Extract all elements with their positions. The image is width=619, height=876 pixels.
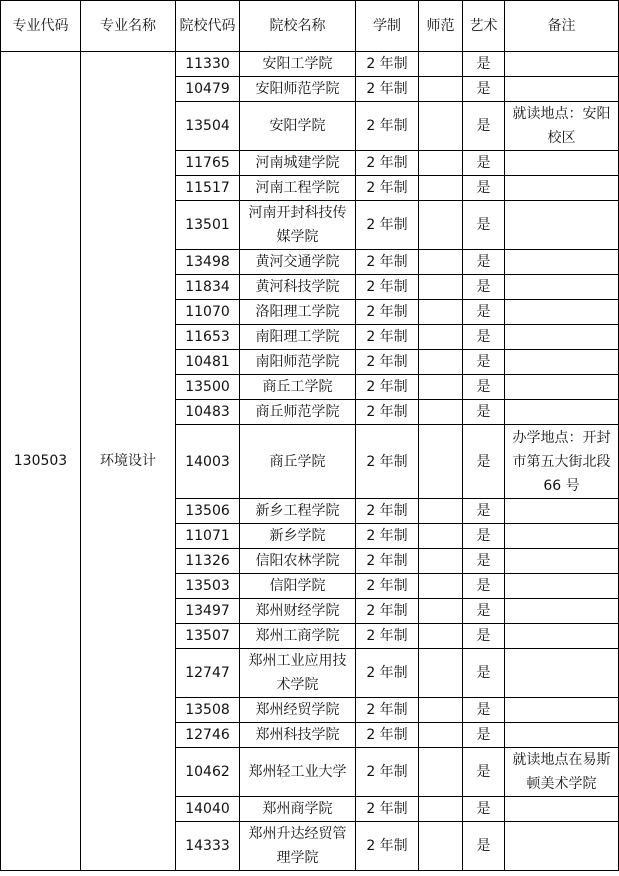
art-cell: 是 xyxy=(463,599,505,624)
school-name-cell: 黄河科技学院 xyxy=(240,275,356,300)
duration-cell: 2 年制 xyxy=(356,649,419,698)
normal-cell xyxy=(419,151,463,176)
note-cell xyxy=(505,77,619,102)
school-name-cell: 郑州升达经贸管理学院 xyxy=(240,822,356,871)
normal-cell xyxy=(419,275,463,300)
duration-cell: 2 年制 xyxy=(356,698,419,723)
normal-cell xyxy=(419,52,463,77)
school-code-cell: 13504 xyxy=(176,102,240,151)
note-cell xyxy=(505,250,619,275)
art-cell: 是 xyxy=(463,300,505,325)
normal-cell xyxy=(419,748,463,797)
school-name-cell: 商丘工学院 xyxy=(240,375,356,400)
duration-cell: 2 年制 xyxy=(356,275,419,300)
table-row xyxy=(1,52,619,77)
normal-cell xyxy=(419,499,463,524)
school-name-cell: 郑州商学院 xyxy=(240,797,356,822)
note-cell xyxy=(505,698,619,723)
school-name-cell: 信阳农林学院 xyxy=(240,549,356,574)
art-cell: 是 xyxy=(463,822,505,871)
school-name-cell: 河南城建学院 xyxy=(240,151,356,176)
note-cell xyxy=(505,300,619,325)
art-cell: 是 xyxy=(463,698,505,723)
note-cell xyxy=(505,723,619,748)
header-school-code: 院校代码 xyxy=(176,1,240,52)
normal-cell xyxy=(419,574,463,599)
normal-cell xyxy=(419,77,463,102)
art-cell: 是 xyxy=(463,102,505,151)
school-code-cell: 11326 xyxy=(176,549,240,574)
duration-cell: 2 年制 xyxy=(356,201,419,250)
duration-cell: 2 年制 xyxy=(356,425,419,499)
school-code-cell: 11834 xyxy=(176,275,240,300)
art-cell: 是 xyxy=(463,748,505,797)
art-cell: 是 xyxy=(463,723,505,748)
school-code-cell: 13507 xyxy=(176,624,240,649)
major-code-cell: 130503 xyxy=(1,52,81,871)
note-cell: 就读地点在易斯顿美术学院 xyxy=(505,748,619,797)
duration-cell: 2 年制 xyxy=(356,151,419,176)
school-code-cell: 10483 xyxy=(176,400,240,425)
school-code-cell: 10481 xyxy=(176,350,240,375)
school-code-cell: 12747 xyxy=(176,649,240,698)
school-name-cell: 商丘师范学院 xyxy=(240,400,356,425)
note-cell xyxy=(505,275,619,300)
note-cell xyxy=(505,375,619,400)
art-cell: 是 xyxy=(463,499,505,524)
art-cell: 是 xyxy=(463,797,505,822)
school-name-cell: 安阳师范学院 xyxy=(240,77,356,102)
duration-cell: 2 年制 xyxy=(356,549,419,574)
normal-cell xyxy=(419,624,463,649)
school-code-cell: 13501 xyxy=(176,201,240,250)
note-cell xyxy=(505,52,619,77)
note-cell: 就读地点：安阳校区 xyxy=(505,102,619,151)
duration-cell: 2 年制 xyxy=(356,77,419,102)
note-cell: 办学地点：开封市第五大街北段 66 号 xyxy=(505,425,619,499)
normal-cell xyxy=(419,350,463,375)
normal-cell xyxy=(419,176,463,201)
art-cell: 是 xyxy=(463,151,505,176)
school-name-cell: 新乡学院 xyxy=(240,524,356,549)
school-code-cell: 11765 xyxy=(176,151,240,176)
art-cell: 是 xyxy=(463,325,505,350)
art-cell: 是 xyxy=(463,425,505,499)
art-cell: 是 xyxy=(463,52,505,77)
duration-cell: 2 年制 xyxy=(356,748,419,797)
note-cell xyxy=(505,797,619,822)
header-duration: 学制 xyxy=(356,1,419,52)
normal-cell xyxy=(419,325,463,350)
duration-cell: 2 年制 xyxy=(356,499,419,524)
header-school-name: 院校名称 xyxy=(240,1,356,52)
header-row xyxy=(1,1,619,52)
note-cell xyxy=(505,151,619,176)
art-cell: 是 xyxy=(463,549,505,574)
school-code-cell: 13503 xyxy=(176,574,240,599)
school-name-cell: 南阳理工学院 xyxy=(240,325,356,350)
art-cell: 是 xyxy=(463,574,505,599)
art-cell: 是 xyxy=(463,524,505,549)
school-name-cell: 南阳师范学院 xyxy=(240,350,356,375)
duration-cell: 2 年制 xyxy=(356,176,419,201)
duration-cell: 2 年制 xyxy=(356,599,419,624)
duration-cell: 2 年制 xyxy=(356,400,419,425)
school-code-cell: 13500 xyxy=(176,375,240,400)
normal-cell xyxy=(419,300,463,325)
school-name-cell: 商丘学院 xyxy=(240,425,356,499)
duration-cell: 2 年制 xyxy=(356,524,419,549)
note-cell xyxy=(505,822,619,871)
normal-cell xyxy=(419,797,463,822)
art-cell: 是 xyxy=(463,350,505,375)
normal-cell xyxy=(419,549,463,574)
note-cell xyxy=(505,549,619,574)
normal-cell xyxy=(419,599,463,624)
school-code-cell: 11653 xyxy=(176,325,240,350)
school-name-cell: 郑州科技学院 xyxy=(240,723,356,748)
school-name-cell: 新乡工程学院 xyxy=(240,499,356,524)
normal-cell xyxy=(419,649,463,698)
school-code-cell: 13498 xyxy=(176,250,240,275)
duration-cell: 2 年制 xyxy=(356,300,419,325)
table-body xyxy=(1,52,619,871)
note-cell xyxy=(505,499,619,524)
school-name-cell: 郑州轻工业大学 xyxy=(240,748,356,797)
school-name-cell: 郑州工业应用技术学院 xyxy=(240,649,356,698)
note-cell xyxy=(505,524,619,549)
school-code-cell: 12746 xyxy=(176,723,240,748)
header-major-name: 专业名称 xyxy=(81,1,176,52)
header-normal: 师范 xyxy=(419,1,463,52)
note-cell xyxy=(505,624,619,649)
duration-cell: 2 年制 xyxy=(356,325,419,350)
normal-cell xyxy=(419,723,463,748)
school-code-cell: 11517 xyxy=(176,176,240,201)
art-cell: 是 xyxy=(463,375,505,400)
art-cell: 是 xyxy=(463,400,505,425)
art-cell: 是 xyxy=(463,250,505,275)
art-cell: 是 xyxy=(463,275,505,300)
school-code-cell: 14003 xyxy=(176,425,240,499)
header-art: 艺术 xyxy=(463,1,505,52)
normal-cell xyxy=(419,201,463,250)
school-name-cell: 安阳工学院 xyxy=(240,52,356,77)
duration-cell: 2 年制 xyxy=(356,102,419,151)
normal-cell xyxy=(419,425,463,499)
duration-cell: 2 年制 xyxy=(356,822,419,871)
school-code-cell: 11070 xyxy=(176,300,240,325)
note-cell xyxy=(505,350,619,375)
duration-cell: 2 年制 xyxy=(356,574,419,599)
school-code-cell: 13508 xyxy=(176,698,240,723)
note-cell xyxy=(505,325,619,350)
school-code-cell: 10479 xyxy=(176,77,240,102)
header-note: 备注 xyxy=(505,1,619,52)
art-cell: 是 xyxy=(463,624,505,649)
school-code-cell: 11071 xyxy=(176,524,240,549)
normal-cell xyxy=(419,250,463,275)
normal-cell xyxy=(419,822,463,871)
note-cell xyxy=(505,201,619,250)
school-code-cell: 10462 xyxy=(176,748,240,797)
note-cell xyxy=(505,574,619,599)
normal-cell xyxy=(419,375,463,400)
major-name-cell: 环境设计 xyxy=(81,52,176,871)
duration-cell: 2 年制 xyxy=(356,350,419,375)
header-major-code: 专业代码 xyxy=(1,1,81,52)
art-cell: 是 xyxy=(463,176,505,201)
duration-cell: 2 年制 xyxy=(356,375,419,400)
school-name-cell: 黄河交通学院 xyxy=(240,250,356,275)
school-code-cell: 11330 xyxy=(176,52,240,77)
school-name-cell: 郑州工商学院 xyxy=(240,624,356,649)
normal-cell xyxy=(419,102,463,151)
normal-cell xyxy=(419,524,463,549)
school-name-cell: 信阳学院 xyxy=(240,574,356,599)
normal-cell xyxy=(419,698,463,723)
school-code-cell: 14040 xyxy=(176,797,240,822)
school-name-cell: 河南工程学院 xyxy=(240,176,356,201)
art-cell: 是 xyxy=(463,201,505,250)
school-code-cell: 14333 xyxy=(176,822,240,871)
duration-cell: 2 年制 xyxy=(356,624,419,649)
art-cell: 是 xyxy=(463,77,505,102)
school-code-cell: 13497 xyxy=(176,599,240,624)
art-cell: 是 xyxy=(463,649,505,698)
school-name-cell: 郑州经贸学院 xyxy=(240,698,356,723)
note-cell xyxy=(505,400,619,425)
normal-cell xyxy=(419,400,463,425)
duration-cell: 2 年制 xyxy=(356,250,419,275)
school-name-cell: 郑州财经学院 xyxy=(240,599,356,624)
school-name-cell: 河南开封科技传媒学院 xyxy=(240,201,356,250)
school-name-cell: 安阳学院 xyxy=(240,102,356,151)
duration-cell: 2 年制 xyxy=(356,723,419,748)
school-code-cell: 13506 xyxy=(176,499,240,524)
note-cell xyxy=(505,599,619,624)
duration-cell: 2 年制 xyxy=(356,797,419,822)
note-cell xyxy=(505,176,619,201)
note-cell xyxy=(505,649,619,698)
duration-cell: 2 年制 xyxy=(356,52,419,77)
school-name-cell: 洛阳理工学院 xyxy=(240,300,356,325)
